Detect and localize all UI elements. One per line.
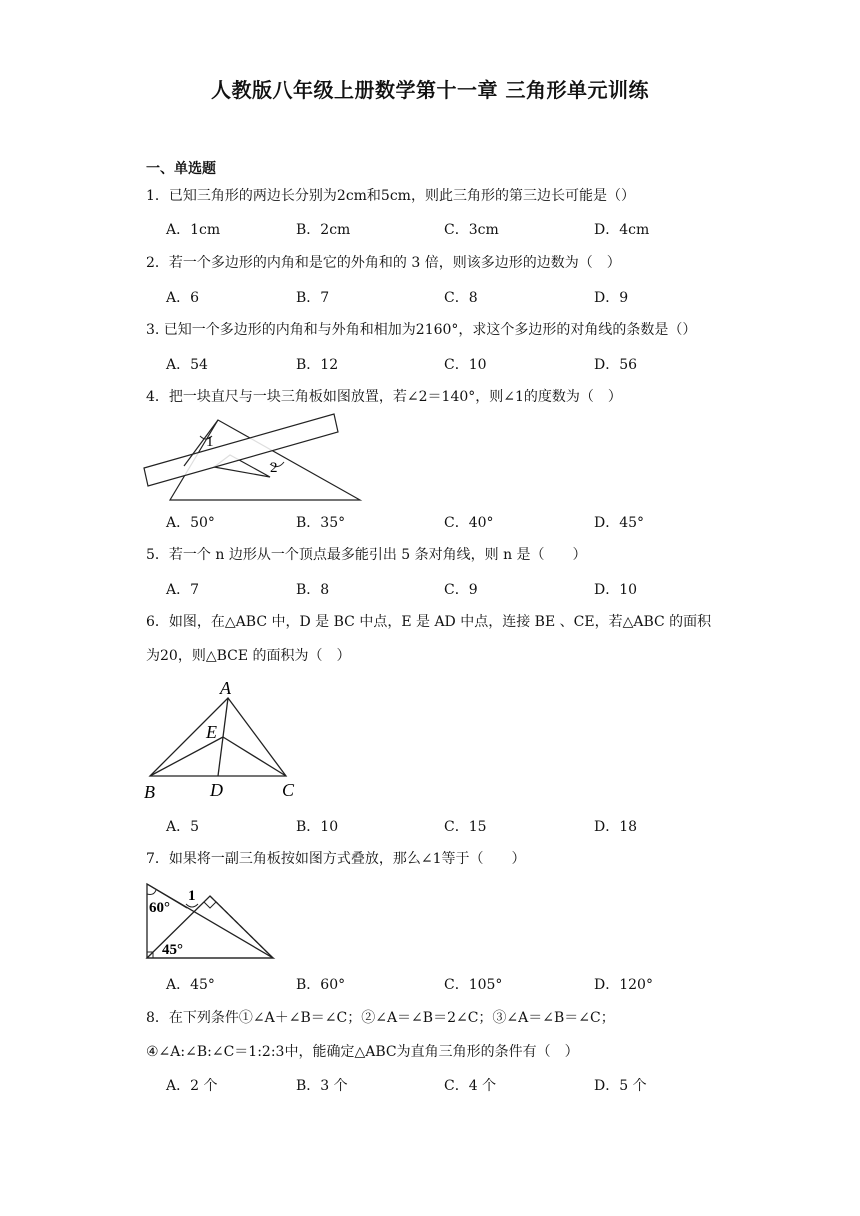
angle-60-label: 60° (149, 900, 170, 916)
option-a[interactable]: A．1cm (166, 222, 221, 238)
vertex-a-label: A (220, 678, 231, 698)
segment-be (150, 737, 223, 776)
triangle-abc (150, 698, 286, 776)
option-d[interactable]: D．5 个 (594, 1078, 647, 1094)
question-8-line-2: ④∠A:∠B:∠C＝1:2:3中，能确定△ABC为直角三角形的条件有（ ） (146, 1044, 579, 1060)
page-title: 人教版八年级上册数学第十一章 三角形单元训练 (211, 78, 649, 102)
angle-2-label: 2 (270, 460, 278, 476)
option-c[interactable]: C．4 个 (444, 1078, 497, 1094)
set-squares-figure (140, 878, 280, 962)
option-b[interactable]: B．3 个 (296, 1078, 348, 1094)
ruler (144, 414, 338, 486)
option-b[interactable]: B．60° (296, 977, 346, 993)
option-c[interactable]: C．15 (444, 819, 487, 835)
angle-1-label: 1 (188, 888, 196, 904)
options-7 (166, 974, 726, 994)
question-4: 4．把一块直尺与一块三角板如图放置，若∠2＝140°，则∠1的度数为（ ） (146, 389, 622, 405)
option-d[interactable]: D．18 (594, 819, 638, 835)
option-a[interactable]: A．7 (166, 582, 200, 598)
angle-45-label: 45° (162, 942, 183, 958)
vertex-b-label: B (144, 782, 155, 802)
question-5: 5．若一个 n 边形从一个顶点最多能引出 5 条对角线，则 n 是（ ） (146, 547, 587, 563)
option-d[interactable]: D．56 (594, 357, 638, 373)
question-6: 6．如图，在△ABC 中，D 是 BC 中点，E 是 AD 中点，连接 BE 、CE，若△ABC 的面积 (146, 614, 712, 630)
question-8: 8．在下列条件①∠A＋∠B＝∠C；②∠A＝∠B＝2∠C；③∠A＝∠B＝∠C； (146, 1010, 615, 1026)
option-d[interactable]: D．4cm (594, 222, 650, 238)
option-b[interactable]: B．2cm (296, 222, 351, 238)
option-d[interactable]: D．45° (594, 515, 645, 531)
option-c[interactable]: C．8 (444, 290, 478, 306)
option-b[interactable]: B．8 (296, 582, 330, 598)
option-b[interactable]: B．10 (296, 819, 339, 835)
vertex-c-label: C (282, 780, 295, 800)
option-a[interactable]: A．45° (166, 977, 215, 993)
option-a[interactable]: A．54 (166, 357, 208, 373)
options-2 (166, 287, 726, 307)
option-c[interactable]: C．3cm (444, 222, 499, 238)
question-2: 2．若一个多边形的内角和是它的外角和的 3 倍，则该多边形的边数为（ ） (146, 255, 621, 271)
options-4 (166, 512, 726, 532)
options-6 (166, 816, 726, 836)
option-d[interactable]: D．120° (594, 977, 653, 993)
option-b[interactable]: B．12 (296, 357, 339, 373)
option-a[interactable]: A．50° (166, 515, 215, 531)
question-6-line-2: 为20，则△BCE 的面积为（ ） (146, 648, 351, 664)
option-c[interactable]: C．10 (444, 357, 487, 373)
option-b[interactable]: B．35° (296, 515, 346, 531)
options-5 (166, 579, 726, 599)
point-d-label: D (210, 780, 223, 800)
ruler-triangle-figure (140, 412, 370, 504)
option-a[interactable]: A．6 (166, 290, 200, 306)
question-7: 7．如果将一副三角板按如图方式叠放，那么∠1等于（ ） (146, 851, 526, 867)
angle-1-label: 1 (206, 434, 214, 450)
option-d[interactable]: D．9 (594, 290, 629, 306)
option-c[interactable]: C．105° (444, 977, 503, 993)
option-a[interactable]: A．2 个 (166, 1078, 218, 1094)
section-heading: 一、单选题 (146, 161, 216, 177)
option-a[interactable]: A．5 (166, 819, 200, 835)
options-8 (166, 1075, 726, 1095)
option-b[interactable]: B．7 (296, 290, 330, 306)
triangle-abc-figure (140, 676, 310, 804)
option-c[interactable]: C．9 (444, 582, 478, 598)
options-3 (166, 354, 726, 374)
segment-ce (223, 737, 286, 776)
option-d[interactable]: D．10 (594, 582, 638, 598)
options-1 (166, 219, 726, 239)
question-1: 1．已知三角形的两边长分别为2cm和5cm，则此三角形的第三边长可能是（） (146, 188, 635, 204)
point-e-label: E (206, 722, 217, 742)
option-c[interactable]: C．40° (444, 515, 494, 531)
question-3: 3. 已知一个多边形的内角和与外角和相加为2160°，求这个多边形的对角线的条数是（） (146, 322, 697, 338)
